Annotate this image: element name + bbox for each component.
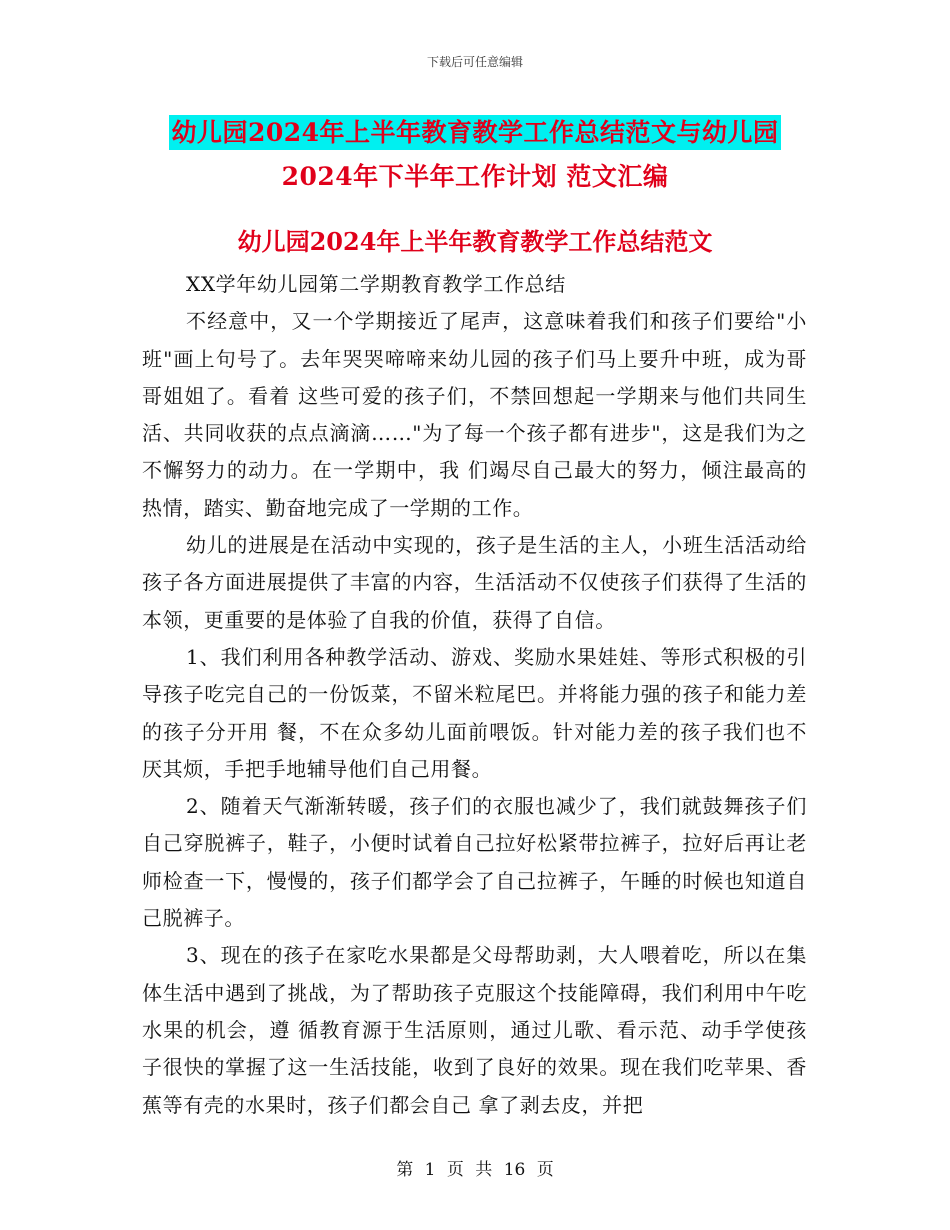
title-highlight: 幼儿园2024年上半年教育教学工作总结范文与幼儿园	[169, 115, 780, 150]
paragraph: 1、我们利用各种教学活动、游戏、奖励水果娃娃、等形式积极的引导孩子吃完自己的一份饭菜，不留米粒尾巴。并将能力强的孩子和能力差的孩子分开用 餐，不在众多幼儿面前喂饭。针对能力差的孩子我们也不厌其烦，手把手地辅导他们自己用餐。	[142, 644, 807, 781]
paragraph: 3、现在的孩子在家吃水果都是父母帮助剥，大人喂着吃，所以在集体生活中遇到了挑战，为了帮助孩子克服这个技能障碍，我们利用中午吃水果的机会，遵 循教育源于生活原则，通过儿歌、看示范、动手学使孩子很快的掌握了这一生活技能，收到了良好的效果。现在我们吃苹果、香蕉等有壳的水果时，孩子们都会自己 拿了剥去皮，并把	[142, 943, 807, 1117]
document-title-line-1	[0, 113, 950, 149]
paragraph: 幼儿的进展是在活动中实现的，孩子是生活的主人，小班生活活动给孩子各方面进展提供了丰富的内容，生活活动不仅使孩子们获得了生活的本领，更重要的是体验了自我的价值，获得了自信。	[142, 533, 807, 632]
title-highlight: 2024年下半年工作计划 范文汇编	[281, 162, 669, 191]
paragraph: 2、随着天气渐渐转暖，孩子们的衣服也减少了，我们就鼓舞孩子们自己穿脱裤子，鞋子，小便时试着自己拉好松紧带拉裤子，拉好后再让老师检查一下，慢慢的，孩子们都学会了自己拉裤子，午睡的时候也知道自己脱裤子。	[142, 794, 807, 931]
header-note: 下载后可任意编辑	[426, 55, 523, 69]
subtitle: XX学年幼儿园第二学期教育教学工作总结	[186, 272, 566, 296]
page-footer: 第 1 页 共 16 页	[396, 1160, 554, 1180]
document-body	[142, 266, 807, 1124]
paragraph: 不经意中，又一个学期接近了尾声，这意味着我们和孩子们要给"小班"画上句号了。去年哭哭啼啼来幼儿园的孩子们马上要升中班，成为哥哥姐姐了。看着 这些可爱的孩子们，不禁回想起一学期来与他们共同生活、共同收获的点点滴滴……"为了每一个孩子都有进步"，这是我们为之不懈努力的动力。在一学期中，我 们竭尽自己最大的努力，倾注最高的热情，踏实、勤奋地完成了一学期的工作。	[142, 309, 807, 520]
document-title-line-2	[0, 157, 950, 193]
section-title: 幼儿园2024年上半年教育教学工作总结范文	[237, 227, 713, 256]
